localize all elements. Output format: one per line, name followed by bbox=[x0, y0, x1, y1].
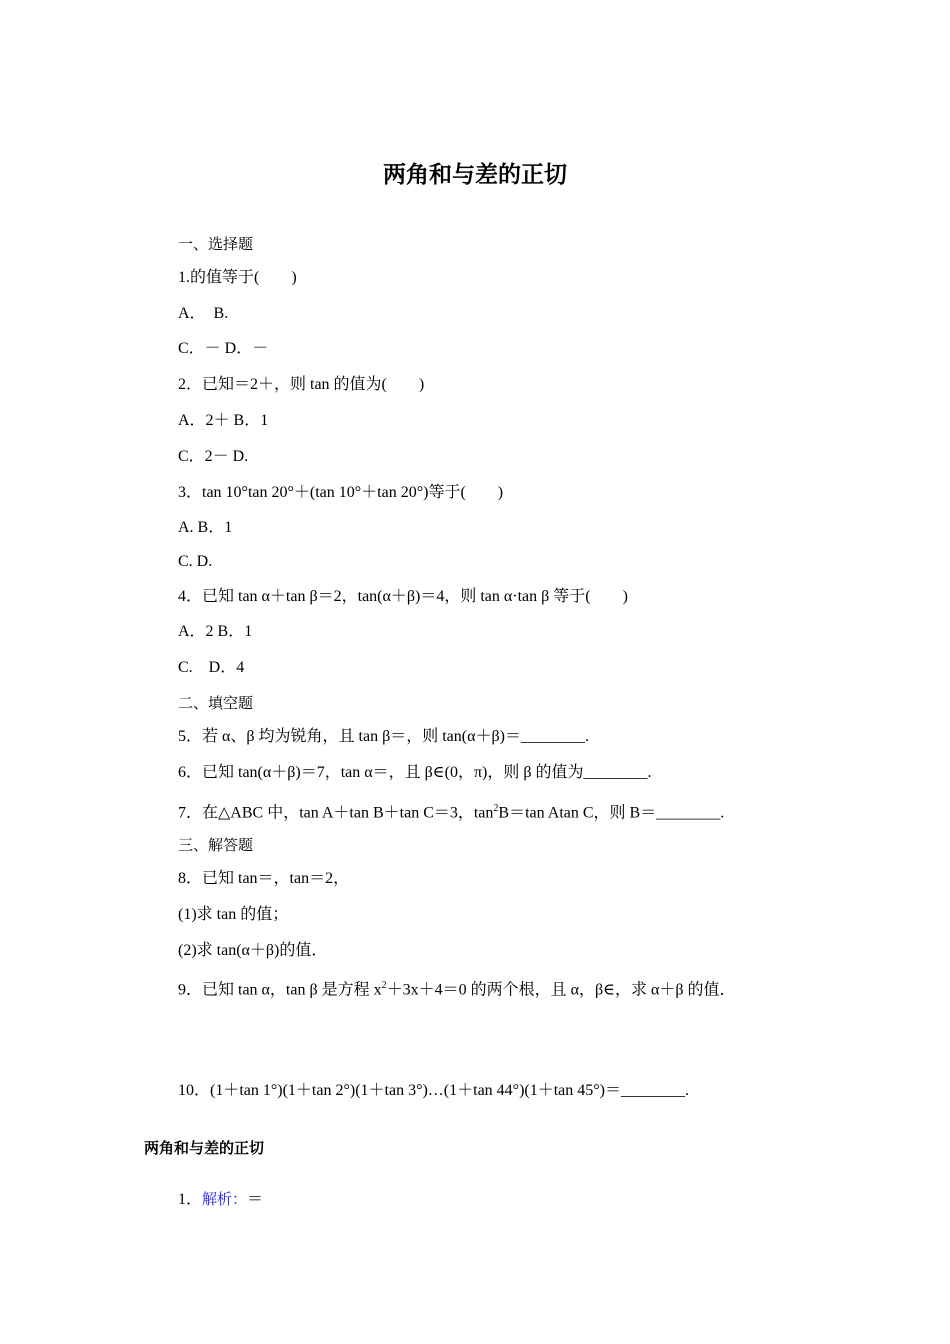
section-heading-fill: 二、填空题 bbox=[178, 694, 254, 712]
question-4: 4．已知 tan α＋tan β＝2，tan(α＋β)＝4，则 tan α·tan β 等于( ) bbox=[178, 588, 628, 605]
question-6: 6．已知 tan(α＋β)＝7，tan α＝，且 β∈(0，π)，则 β 的值为________. bbox=[178, 764, 652, 781]
question-7 bbox=[178, 799, 724, 823]
answer-1 bbox=[178, 1189, 263, 1210]
question-3: 3．tan 10°tan 20°＋(tan 10°＋tan 20°)等于( ) bbox=[178, 484, 504, 501]
question-2-options-ab: A．2＋ B．1 bbox=[178, 412, 269, 429]
question-9-text-a: 9．已知 tan α，tan β 是方程 x bbox=[178, 981, 382, 999]
question-3-options-ab: A. B．1 bbox=[178, 519, 233, 536]
question-7-text-b: B＝tan Atan C，则 B＝________. bbox=[498, 804, 725, 822]
answer-1-text: ＝ bbox=[247, 1191, 264, 1208]
question-7-superscript: 2 bbox=[493, 803, 499, 814]
question-5: 5．若 α、β 均为锐角，且 tan β＝，则 tan(α＋β)＝________. bbox=[178, 728, 589, 745]
question-7-text-a: 7．在△ABC 中，tan A＋tan B＋tan C＝3，tan bbox=[178, 804, 494, 822]
question-8-part-2: (2)求 tan(α＋β)的值． bbox=[178, 942, 328, 959]
question-8: 8．已知 tan＝，tan＝2， bbox=[178, 870, 350, 887]
question-1-options-ab: A． B. bbox=[178, 305, 229, 322]
section-heading-solve: 三、解答题 bbox=[178, 836, 254, 854]
question-4-options-cd: C. D．4 bbox=[178, 659, 245, 676]
answer-1-label: 解析： bbox=[202, 1190, 248, 1208]
section-heading-choice: 一、选择题 bbox=[178, 235, 254, 253]
question-2: 2．已知＝2＋，则 tan 的值为( ) bbox=[178, 376, 425, 393]
question-10: 10．(1＋tan 1°)(1＋tan 2°)(1＋tan 3°)…(1＋tan 44°)(1＋tan 45°)＝________. bbox=[178, 1082, 690, 1099]
question-8-part-1: (1)求 tan 的值； bbox=[178, 906, 289, 923]
question-1-options-cd: C．－ D．－ bbox=[178, 340, 269, 357]
question-3-options-cd: C. D. bbox=[178, 553, 213, 570]
question-4-options-ab: A．2 B．1 bbox=[178, 623, 253, 640]
answer-1-number: 1． bbox=[178, 1191, 203, 1208]
question-9 bbox=[178, 976, 736, 1000]
question-9-text-b: ＋3x＋4＝0 的两个根，且 α，β∈，求 α＋β 的值． bbox=[386, 981, 736, 999]
question-2-options-cd: C．2－ D. bbox=[178, 448, 249, 465]
question-1: 1.的值等于( ) bbox=[178, 269, 297, 286]
answers-title: 两角和与差的正切 bbox=[144, 1139, 265, 1157]
page-title: 两角和与差的正切 bbox=[383, 162, 567, 188]
question-9-superscript: 2 bbox=[381, 980, 387, 991]
